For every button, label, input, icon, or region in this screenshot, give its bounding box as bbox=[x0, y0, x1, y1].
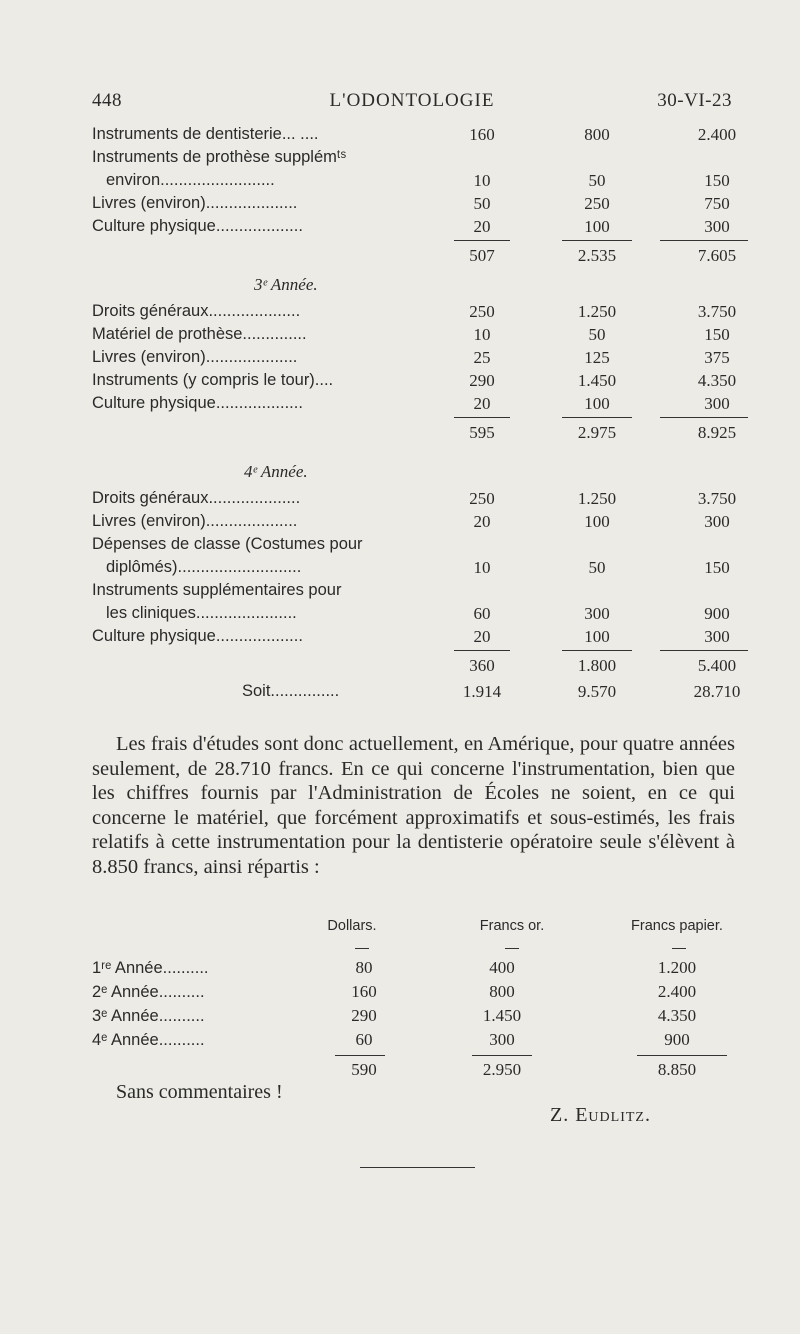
row-value: 1.200 bbox=[657, 958, 697, 977]
row-label: Culture physique................... bbox=[92, 627, 303, 645]
row-value: 250 bbox=[584, 194, 610, 213]
row-label: les cliniques...................... bbox=[106, 604, 297, 622]
soit-value: 1.914 bbox=[462, 682, 502, 701]
row-value: 900 bbox=[664, 1030, 690, 1049]
total-row bbox=[92, 652, 742, 680]
table-row bbox=[92, 980, 742, 1004]
table-row bbox=[92, 556, 742, 579]
table-row bbox=[92, 323, 742, 346]
spacer bbox=[92, 447, 742, 457]
header-dash bbox=[672, 948, 686, 949]
row-value: 3.750 bbox=[697, 302, 737, 321]
total-rule bbox=[472, 1055, 532, 1056]
total-value: 507 bbox=[469, 246, 495, 265]
column-header: Dollars. bbox=[327, 918, 377, 934]
table-row bbox=[92, 300, 742, 323]
row-label: Instruments (y compris le tour).... bbox=[92, 371, 334, 389]
total-rule bbox=[562, 240, 632, 241]
total-rule bbox=[335, 1055, 385, 1056]
body-paragraph bbox=[92, 732, 735, 879]
total-rule bbox=[660, 240, 748, 241]
total-rule bbox=[637, 1055, 727, 1056]
row-label: Instruments de dentisterie... .... bbox=[92, 125, 319, 143]
row-value: 400 bbox=[489, 958, 515, 977]
table-row bbox=[92, 602, 742, 625]
table-row bbox=[92, 346, 742, 369]
column-header: Francs or. bbox=[479, 918, 545, 934]
row-value: 20 bbox=[473, 394, 491, 413]
row-value: 25 bbox=[473, 348, 491, 367]
table-row bbox=[92, 192, 742, 215]
closing-remark: Sans commentaires ! bbox=[116, 1081, 283, 1103]
table-row bbox=[92, 956, 742, 980]
row-label: 4ᵉ Année.......... bbox=[92, 1031, 205, 1049]
row-label: 2ᵉ Année.......... bbox=[92, 983, 205, 1001]
row-label: Culture physique................... bbox=[92, 394, 303, 412]
row-value: 3.750 bbox=[697, 489, 737, 508]
row-value: 100 bbox=[584, 627, 610, 646]
row-value: 300 bbox=[704, 627, 730, 646]
table-row bbox=[92, 1004, 742, 1028]
soit-value: 9.570 bbox=[577, 682, 617, 701]
row-value: 300 bbox=[704, 394, 730, 413]
row-value: 50 bbox=[473, 194, 491, 213]
row-value: 4.350 bbox=[697, 371, 737, 390]
row-value: 4.350 bbox=[657, 1006, 697, 1025]
row-value: 20 bbox=[473, 627, 491, 646]
soit-value: 28.710 bbox=[693, 682, 741, 701]
row-value: 60 bbox=[473, 604, 491, 623]
table-row bbox=[92, 510, 742, 533]
row-value: 60 bbox=[355, 1030, 373, 1049]
total-value: 2.535 bbox=[577, 246, 617, 265]
row-value: 900 bbox=[704, 604, 730, 623]
row-value: 2.400 bbox=[657, 982, 697, 1001]
row-label: Matériel de prothèse.............. bbox=[92, 325, 307, 343]
table-row bbox=[92, 533, 742, 556]
row-value: 100 bbox=[584, 394, 610, 413]
total-rule bbox=[562, 417, 632, 418]
header-row bbox=[92, 914, 742, 938]
column-header: Francs papier. bbox=[631, 918, 723, 934]
row-value: 10 bbox=[473, 325, 491, 344]
row-label: Instruments supplémentaires pour bbox=[92, 581, 342, 599]
row-value: 250 bbox=[469, 302, 495, 321]
row-value: 800 bbox=[584, 125, 610, 144]
total-value: 5.400 bbox=[697, 656, 737, 675]
row-label: Livres (environ).................... bbox=[92, 348, 298, 366]
total-value: 1.800 bbox=[577, 656, 617, 675]
header-dash bbox=[505, 948, 519, 949]
row-value: 300 bbox=[584, 604, 610, 623]
row-value: 300 bbox=[489, 1030, 515, 1049]
section-title bbox=[92, 457, 742, 487]
total-value: 360 bbox=[469, 656, 495, 675]
table-row bbox=[92, 215, 742, 238]
row-value: 100 bbox=[584, 512, 610, 531]
total-rule bbox=[660, 650, 748, 651]
row-value: 375 bbox=[704, 348, 730, 367]
section-title-text: 3ᵉ Année. bbox=[254, 275, 318, 294]
row-label: Livres (environ).................... bbox=[92, 194, 298, 212]
row-value: 1.450 bbox=[577, 371, 617, 390]
running-header bbox=[92, 90, 732, 120]
instrumentation-table bbox=[92, 914, 742, 1082]
row-value: 300 bbox=[704, 512, 730, 531]
row-value: 10 bbox=[473, 171, 491, 190]
expenses-table bbox=[92, 123, 742, 703]
total-value: 2.950 bbox=[482, 1060, 522, 1079]
row-value: 20 bbox=[473, 512, 491, 531]
total-rule bbox=[562, 650, 632, 651]
row-value: 150 bbox=[704, 558, 730, 577]
row-value: 800 bbox=[489, 982, 515, 1001]
row-value: 50 bbox=[588, 171, 606, 190]
total-row bbox=[92, 1058, 742, 1082]
row-label: Dépenses de classe (Costumes pour bbox=[92, 535, 363, 553]
row-label: Droits généraux.................... bbox=[92, 302, 301, 320]
row-value: 100 bbox=[584, 217, 610, 236]
row-label: 3ᵉ Année.......... bbox=[92, 1007, 205, 1025]
row-label: Droits généraux.................... bbox=[92, 489, 301, 507]
row-value: 160 bbox=[351, 982, 377, 1001]
table-row bbox=[92, 579, 742, 602]
row-value: 290 bbox=[351, 1006, 377, 1025]
row-label: diplômés)........................... bbox=[106, 558, 302, 576]
row-value: 1.250 bbox=[577, 302, 617, 321]
total-value: 8.850 bbox=[657, 1060, 697, 1079]
total-rule bbox=[454, 240, 510, 241]
total-row bbox=[92, 242, 742, 270]
table-row bbox=[92, 123, 742, 146]
total-rule bbox=[454, 417, 510, 418]
journal-title: L'ODONTOLOGIE bbox=[329, 90, 495, 111]
row-value: 1.250 bbox=[577, 489, 617, 508]
total-rule bbox=[454, 650, 510, 651]
row-value: 50 bbox=[588, 325, 606, 344]
dash-row bbox=[92, 938, 742, 956]
row-label: Instruments de prothèse supplémᵗˢ bbox=[92, 148, 347, 166]
row-value: 80 bbox=[355, 958, 373, 977]
total-value: 595 bbox=[469, 423, 495, 442]
total-rule bbox=[660, 417, 748, 418]
row-value: 150 bbox=[704, 171, 730, 190]
row-label: Livres (environ).................... bbox=[92, 512, 298, 530]
row-value: 2.400 bbox=[697, 125, 737, 144]
row-label: environ......................... bbox=[106, 171, 275, 189]
row-value: 150 bbox=[704, 325, 730, 344]
end-rule bbox=[360, 1167, 475, 1168]
table-row bbox=[92, 1028, 742, 1052]
table-row bbox=[92, 625, 742, 648]
total-value: 2.975 bbox=[577, 423, 617, 442]
row-value: 20 bbox=[473, 217, 491, 236]
total-value: 7.605 bbox=[697, 246, 737, 265]
table-row bbox=[92, 487, 742, 510]
section-title bbox=[92, 270, 742, 300]
paragraph-text: Les frais d'études sont donc actuellement, en Amérique, pour quatre années seulement, de 28.710 francs. En ce qui concerne l'instrumentation, bien que les chiffres fournis par l'Administration de Écoles ne soient, en ce qui concerne le matériel, que forcément approximatifs et sous-estimés, les frais relatifs à cette instrumentation pour la dentisterie opératoire seule s'élèvent à 8.850 francs, ainsi répartis : bbox=[92, 733, 735, 878]
header-dash bbox=[355, 948, 369, 949]
row-label: Culture physique................... bbox=[92, 217, 303, 235]
total-value: 590 bbox=[351, 1060, 377, 1079]
section-title-text: 4ᵉ Année. bbox=[244, 462, 308, 481]
total-value: 8.925 bbox=[697, 423, 737, 442]
soit-row bbox=[92, 680, 742, 703]
table-row bbox=[92, 146, 742, 169]
row-value: 300 bbox=[704, 217, 730, 236]
row-value: 50 bbox=[588, 558, 606, 577]
total-row bbox=[92, 419, 742, 447]
table-row bbox=[92, 369, 742, 392]
table-row bbox=[92, 169, 742, 192]
row-value: 10 bbox=[473, 558, 491, 577]
table-row bbox=[92, 392, 742, 415]
row-value: 290 bbox=[469, 371, 495, 390]
page-number: 448 bbox=[92, 90, 122, 111]
row-value: 750 bbox=[704, 194, 730, 213]
row-value: 160 bbox=[469, 125, 495, 144]
issue-date: 30-VI-23 bbox=[657, 90, 732, 111]
soit-label: Soit............... bbox=[242, 682, 340, 700]
author-signature: Z. Eudlitz. bbox=[550, 1104, 651, 1126]
row-value: 250 bbox=[469, 489, 495, 508]
row-label: 1ʳᵉ Année.......... bbox=[92, 959, 209, 977]
row-value: 125 bbox=[584, 348, 610, 367]
row-value: 1.450 bbox=[482, 1006, 522, 1025]
